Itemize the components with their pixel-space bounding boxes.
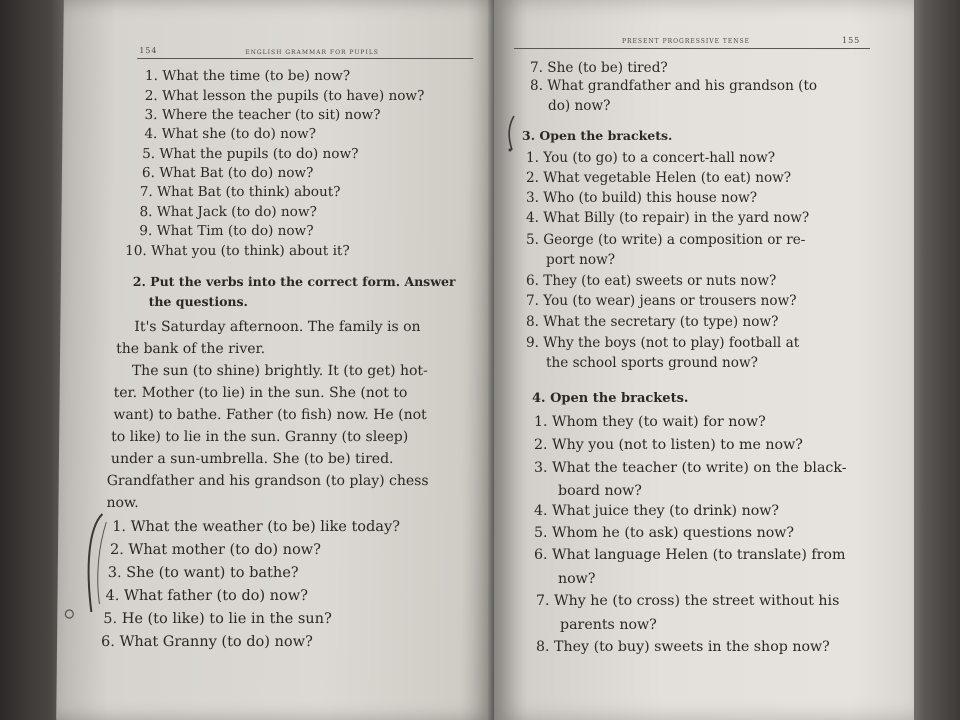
left-header-rule <box>137 58 473 59</box>
carry-line: 8. What grandfather and his grandson (to <box>530 78 818 94</box>
ex2-question: 4. What father (to do) now? <box>105 588 309 604</box>
ex1-item: 5. What the pupils (to do) now? <box>142 146 359 162</box>
ex4-line: now? <box>558 571 596 587</box>
ex4-heading: 4. Open the brackets. <box>532 391 689 406</box>
ex3-line: 9. Why the boys (not to play) football at <box>526 335 800 351</box>
passage-line: under a sun-umbrella. She (to be) tired. <box>110 451 394 467</box>
passage-line: the bank of the river. <box>116 341 266 357</box>
left-page <box>56 0 502 720</box>
ex3-line: 4. What Billy (to repair) in the yard now? <box>526 210 810 226</box>
ex2-question: 6. What Granny (to do) now? <box>100 634 313 650</box>
right-header-rule <box>514 48 870 49</box>
ex4-line: 6. What language Helen (to translate) from <box>534 547 846 563</box>
ex1-item: 1. What the time (to be) now? <box>144 68 351 84</box>
left-running-head: ENGLISH GRAMMAR FOR PUPILS <box>245 49 379 56</box>
ex1-item: 7. What Bat (to think) about? <box>139 184 341 200</box>
carry-line: 7. She (to be) tired? <box>530 60 668 76</box>
pencil-bracket-mark <box>502 112 522 156</box>
right-page-number: 155 <box>842 36 861 45</box>
passage-line: now. <box>106 495 139 511</box>
carry-line: do) now? <box>548 98 611 114</box>
ex4-line: 2. Why you (not to listen) to me now? <box>534 437 803 453</box>
left-page-number: 154 <box>139 46 158 55</box>
ex2-heading: 2. Put the verbs into the correct form. Answer <box>132 274 456 289</box>
ex1-item: 2. What lesson the pupils (to have) now? <box>144 88 425 104</box>
pencil-bracket-mark <box>79 508 110 620</box>
ex3-line: 2. What vegetable Helen (to eat) now? <box>526 170 792 186</box>
passage-line: ter. Mother (to lie) in the sun. She (not to <box>113 385 408 401</box>
ex3-line: port now? <box>546 252 616 268</box>
ex2-heading-cont: the questions. <box>148 294 249 309</box>
ex1-item: 10. What you (to think) about it? <box>125 243 350 259</box>
ex3-line: 8. What the secretary (to type) now? <box>526 314 779 330</box>
ex3-line: 1. You (to go) to a concert-hall now? <box>526 150 776 166</box>
ex2-question: 1. What the weather (to be) like today? <box>112 519 401 535</box>
passage-line: The sun (to shine) brightly. It (to get) hot- <box>131 363 428 379</box>
ex4-line: 1. Whom they (to wait) for now? <box>534 414 766 430</box>
ex3-heading: 3. Open the brackets. <box>522 128 673 143</box>
right-page <box>494 0 914 720</box>
ex4-line: parents now? <box>560 617 657 633</box>
ex4-line: 3. What the teacher (to write) on the black- <box>534 460 847 476</box>
ex3-line: 7. You (to wear) jeans or trousers now? <box>526 293 797 309</box>
passage-line: It's Saturday afternoon. The family is on <box>134 319 421 335</box>
ex4-line: 5. Whom he (to ask) questions now? <box>534 525 795 541</box>
ex1-item: 4. What she (to do) now? <box>144 126 317 142</box>
ex3-line: 3. Who (to build) this house now? <box>526 190 758 206</box>
ex4-line: 4. What juice they (to drink) now? <box>534 503 780 519</box>
ex1-item: 8. What Jack (to do) now? <box>139 204 317 220</box>
ex3-line: 6. They (to eat) sweets or nuts now? <box>526 273 777 289</box>
right-running-head: PRESENT PROGRESSIVE TENSE <box>622 38 750 45</box>
ex2-question: 2. What mother (to do) now? <box>109 542 321 558</box>
pencil-circle-mark <box>61 606 77 622</box>
ex2-question: 3. She (to want) to bathe? <box>107 565 299 581</box>
passage-line: want) to bathe. Father (to fish) now. He (not <box>113 407 427 423</box>
ex4-line: board now? <box>558 483 642 499</box>
ex3-line: the school sports ground now? <box>546 355 758 371</box>
passage-line: Grandfather and his grandson (to play) chess <box>106 473 429 489</box>
ex1-item: 6. What Bat (to do) now? <box>141 165 314 181</box>
passage-line: to like) to lie in the sun. Granny (to sleep) <box>111 429 409 445</box>
ex4-line: 7. Why he (to cross) the street without his <box>536 593 840 609</box>
ex2-question: 5. He (to like) to lie in the sun? <box>103 611 332 627</box>
ex1-item: 9. What Tim (to do) now? <box>139 223 314 239</box>
ex1-item: 3. Where the teacher (to sit) now? <box>144 107 381 123</box>
ex3-line: 5. George (to write) a composition or re- <box>526 232 806 248</box>
ex4-line: 8. They (to buy) sweets in the shop now? <box>536 639 830 655</box>
